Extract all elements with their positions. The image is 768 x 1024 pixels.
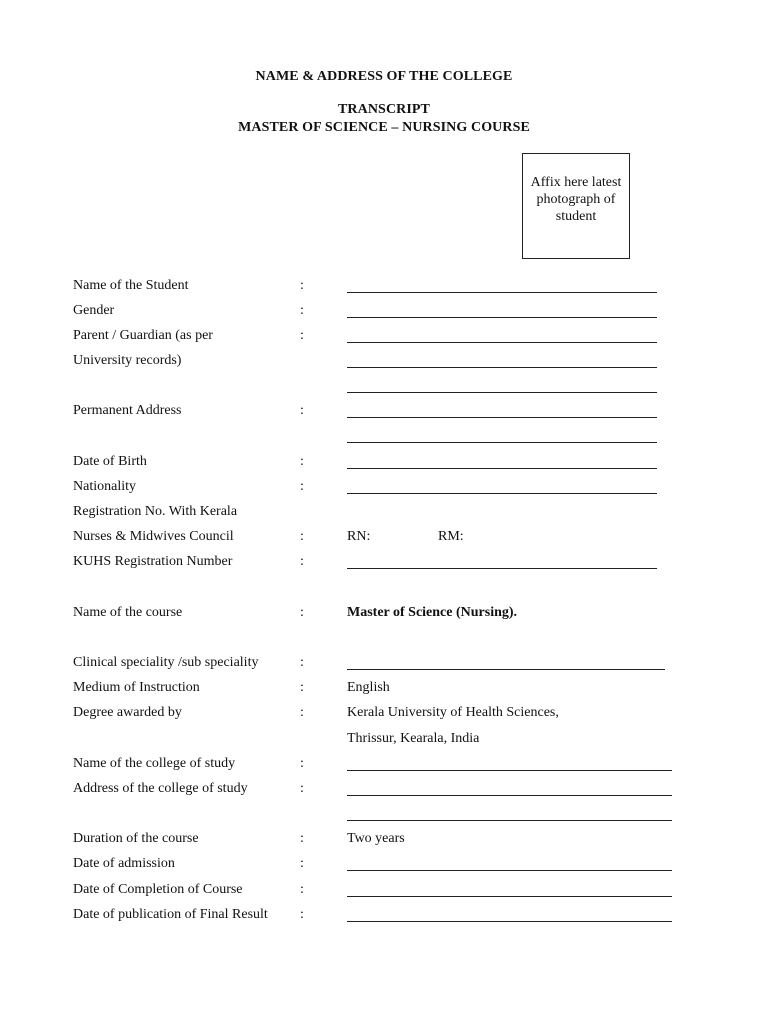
row-admission-date xyxy=(0,856,768,876)
row-parent xyxy=(0,328,768,348)
label-college-name: Name of the college of study xyxy=(73,756,236,771)
label-parent-cont: University records) xyxy=(73,353,182,368)
label-gender: Gender xyxy=(73,303,115,318)
row-gender xyxy=(0,303,768,323)
label-course-name: Name of the course xyxy=(73,605,183,620)
blank-line[interactable] xyxy=(347,392,657,393)
row-dob xyxy=(0,454,768,474)
blank-line[interactable] xyxy=(347,417,657,418)
label-duration: Duration of the course xyxy=(73,831,199,846)
row-course-name xyxy=(0,605,768,625)
blank-line[interactable] xyxy=(347,442,657,443)
label-permanent-address: Permanent Address xyxy=(73,403,182,418)
colon: : xyxy=(300,605,304,620)
colon: : xyxy=(300,831,304,846)
photo-box-line: Affix here latest xyxy=(530,175,622,190)
colon: : xyxy=(300,781,304,796)
row-college-name xyxy=(0,756,768,776)
photo-box-line: photograph of xyxy=(536,192,616,207)
label-registration-cont: Nurses & Midwives Council xyxy=(73,529,234,544)
label-degree-awarded: Degree awarded by xyxy=(73,705,182,720)
row-registration-cont xyxy=(0,529,768,549)
row-parent-extra xyxy=(0,378,768,398)
degree-value: Kerala University of Health Sciences, xyxy=(347,705,559,720)
blank-line[interactable] xyxy=(347,820,672,821)
blank-line[interactable] xyxy=(347,795,672,796)
label-medium: Medium of Instruction xyxy=(73,680,200,695)
photo-box-line: student xyxy=(555,209,597,224)
colon: : xyxy=(300,529,304,544)
blank-line[interactable] xyxy=(347,870,672,871)
label-dob: Date of Birth xyxy=(73,454,147,469)
blank-line[interactable] xyxy=(347,292,657,293)
blank-line[interactable] xyxy=(347,568,657,569)
label-student-name: Name of the Student xyxy=(73,278,189,293)
label-publication-date: Date of publication of Final Result xyxy=(73,907,268,922)
degree-value-cont: Thrissur, Kearala, India xyxy=(347,731,480,746)
colon: : xyxy=(300,328,304,343)
photo-box xyxy=(522,153,630,259)
blank-line[interactable] xyxy=(347,468,657,469)
row-duration xyxy=(0,831,768,851)
row-medium xyxy=(0,680,768,700)
blank-line[interactable] xyxy=(347,367,657,368)
colon: : xyxy=(300,454,304,469)
medium-value: English xyxy=(347,680,390,695)
label-clinical-speciality: Clinical speciality /sub speciality xyxy=(73,655,259,670)
row-student-name xyxy=(0,278,768,298)
blank-line[interactable] xyxy=(347,493,657,494)
row-permanent-address-cont xyxy=(0,428,768,448)
row-parent-cont xyxy=(0,353,768,373)
colon: : xyxy=(300,907,304,922)
blank-line[interactable] xyxy=(347,770,672,771)
colon: : xyxy=(300,403,304,418)
label-parent: Parent / Guardian (as per xyxy=(73,328,213,343)
colon: : xyxy=(300,882,304,897)
blank-line[interactable] xyxy=(347,669,665,670)
row-college-address xyxy=(0,781,768,801)
row-nationality xyxy=(0,479,768,499)
college-heading: NAME & ADDRESS OF THE COLLEGE xyxy=(255,69,513,84)
colon: : xyxy=(300,756,304,771)
row-clinical-speciality xyxy=(0,655,768,675)
colon: : xyxy=(300,479,304,494)
colon: : xyxy=(300,705,304,720)
document-title: TRANSCRIPT xyxy=(337,102,430,117)
row-degree-awarded xyxy=(0,705,768,725)
blank-line[interactable] xyxy=(347,896,672,897)
colon: : xyxy=(300,554,304,569)
label-admission-date: Date of admission xyxy=(73,856,175,871)
row-publication-date xyxy=(0,907,768,927)
blank-line[interactable] xyxy=(347,921,672,922)
label-kuhs-registration: KUHS Registration Number xyxy=(73,554,233,569)
row-degree-awarded-cont xyxy=(0,731,768,751)
row-completion-date xyxy=(0,882,768,902)
row-permanent-address xyxy=(0,403,768,423)
rn-label: RN: xyxy=(347,529,371,544)
colon: : xyxy=(300,303,304,318)
rm-label: RM: xyxy=(438,529,464,544)
row-kuhs-registration xyxy=(0,554,768,574)
colon: : xyxy=(300,856,304,871)
row-college-address-cont xyxy=(0,806,768,826)
colon: : xyxy=(300,655,304,670)
duration-value: Two years xyxy=(347,831,405,846)
row-registration xyxy=(0,504,768,524)
blank-line[interactable] xyxy=(347,317,657,318)
label-completion-date: Date of Completion of Course xyxy=(73,882,243,897)
colon: : xyxy=(300,278,304,293)
label-registration: Registration No. With Kerala xyxy=(73,504,238,519)
course-heading: MASTER OF SCIENCE – NURSING COURSE xyxy=(238,120,530,135)
course-name-value: Master of Science (Nursing). xyxy=(347,605,518,620)
label-college-address: Address of the college of study xyxy=(73,781,248,796)
blank-line[interactable] xyxy=(347,342,657,343)
label-nationality: Nationality xyxy=(73,479,136,494)
colon: : xyxy=(300,680,304,695)
